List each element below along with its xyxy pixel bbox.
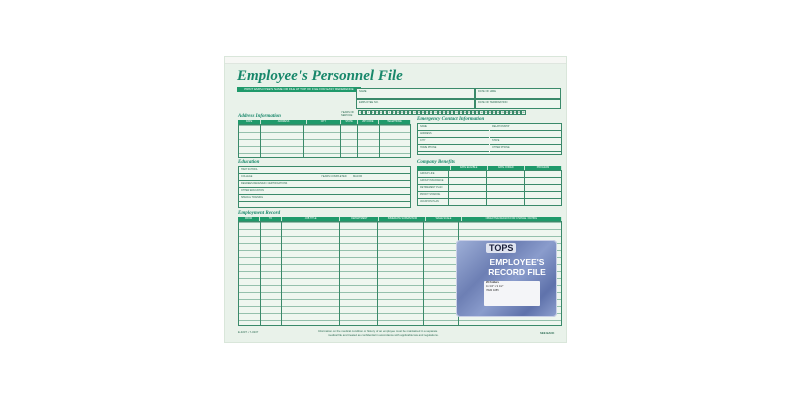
year-box[interactable]: 12 — [405, 112, 408, 114]
year-box[interactable]: 19 — [434, 112, 437, 114]
year-box[interactable]: 35 — [501, 112, 504, 114]
year-box[interactable]: 29 — [476, 112, 479, 114]
year-box[interactable]: 5 — [376, 112, 378, 114]
year-box[interactable]: 13 — [409, 112, 412, 114]
benefits-table[interactable] — [417, 170, 562, 206]
year-box[interactable]: 25 — [459, 112, 462, 114]
year-box[interactable]: 38 — [513, 112, 517, 114]
employment-col-to: TO — [260, 217, 282, 221]
product-details: 20 Folders 11 3/4" x 9 1/2" ITEM 3285 — [484, 281, 540, 306]
year-box[interactable]: 15 — [417, 112, 421, 114]
form-title: Employee's Personnel File — [237, 68, 403, 84]
education-special-training-label: SPECIAL TRAINING — [239, 195, 410, 202]
instruction-bar: PRINT EMPLOYEE'S NAME OR FILE AT TOP OF FILE FOR EASY REFERENCE — [237, 87, 361, 92]
address-table[interactable] — [238, 124, 411, 158]
form-code: E-3237 • 7-3237 — [238, 330, 259, 334]
date-of-termination-field[interactable]: DATE OF TERMINATION — [475, 99, 561, 109]
education-major-label: MAJOR — [353, 175, 363, 178]
year-box[interactable]: 3 — [367, 112, 370, 114]
employment-col-department: DEPARTMENT — [340, 217, 379, 221]
employment-col-job-title: JOB TITLE — [282, 217, 340, 221]
year-box[interactable]: 4 — [372, 112, 374, 114]
benefit-row: GROUP INSURANCE — [418, 178, 561, 185]
year-box[interactable]: 32 — [488, 112, 492, 114]
year-box[interactable]: 27 — [467, 112, 471, 114]
year-box[interactable]: 22 — [446, 112, 450, 114]
education-high-school-label: HIGH SCHOOL — [239, 167, 410, 174]
education-college-label: COLLEGE — [239, 174, 410, 181]
address-col-address: ADDRESS — [261, 120, 307, 124]
medical-notice-line2: medical file and treated as confidential in accordance with applicable law and regulations. — [328, 333, 439, 337]
emergency-city-label: CITY — [418, 138, 489, 145]
year-box[interactable]: 36 — [505, 112, 508, 114]
education-other-label: OTHER EDUCATION — [239, 188, 410, 195]
employee-no-field[interactable]: EMPLOYEE NO. — [356, 99, 475, 109]
employment-col-reason: OBJECTIVE REASON FOR CHANGE / RATING — [462, 217, 562, 221]
year-box[interactable]: 18 — [430, 112, 433, 114]
see-back-label: SEE BACK — [540, 331, 555, 335]
year-box[interactable]: 24 — [455, 112, 458, 114]
employment-section-title: Employment Record — [238, 211, 281, 216]
year-box[interactable]: 1 — [359, 112, 361, 114]
benefit-row: VACATION PLAN — [418, 199, 561, 206]
year-box[interactable]: 8 — [388, 112, 391, 114]
address-col-city: CITY — [307, 120, 341, 124]
year-box[interactable]: 37 — [509, 112, 513, 114]
address-section-title: Address Information — [238, 114, 281, 119]
benefits-col-program: PROGRAM — [525, 166, 562, 170]
emergency-name-label: NAME — [418, 124, 489, 131]
name-field[interactable]: NAME — [356, 88, 475, 99]
emergency-other-phone-label: OTHER PHONE — [490, 145, 561, 152]
year-box[interactable]: 9 — [392, 112, 395, 114]
years-of-service-boxes — [358, 110, 526, 115]
education-years-completed-label: YEARS COMPLETED — [321, 175, 347, 178]
education-box[interactable] — [238, 166, 411, 208]
year-box[interactable]: 28 — [472, 112, 475, 114]
year-box[interactable]: 23 — [451, 112, 454, 114]
employment-col-supervisor: IMMEDIATE SUPERVISOR — [379, 217, 426, 221]
education-section-title: Education — [238, 160, 260, 165]
year-box[interactable]: 7 — [384, 112, 386, 114]
year-box[interactable]: 14 — [413, 112, 416, 114]
date-of-hire-field[interactable]: DATE OF HIRE — [475, 88, 561, 99]
year-box[interactable]: 6 — [380, 112, 382, 114]
year-box[interactable]: 16 — [421, 112, 425, 114]
year-box[interactable]: 17 — [426, 112, 429, 114]
employment-col-wage: WAGE SCALE — [426, 217, 461, 221]
benefit-row: RETIREMENT PLAN — [418, 185, 561, 192]
emergency-section-title: Emergency Contact Information — [417, 117, 485, 122]
address-col-date: DATE — [238, 120, 261, 124]
emergency-address-label: ADDRESS — [418, 131, 489, 138]
benefits-col-date-eligible: DATE ELIGIBLE — [451, 166, 488, 170]
year-box[interactable]: 30 — [480, 112, 483, 114]
year-box[interactable]: 21 — [442, 112, 446, 114]
benefits-section-title: Company Benefits — [417, 160, 455, 165]
year-box[interactable]: 20 — [438, 112, 441, 114]
benefit-row: GROUP LIFE — [418, 171, 561, 178]
year-box[interactable]: 33 — [493, 112, 496, 114]
year-box[interactable]: 34 — [497, 112, 500, 114]
emergency-contact-box[interactable] — [417, 123, 562, 155]
tops-brand-logo: TOPS — [486, 243, 516, 253]
employment-col-from: FROM — [238, 217, 260, 221]
benefit-row: PROFIT SHARING — [418, 192, 561, 199]
folder-tab — [225, 57, 566, 64]
address-col-telephone: TELEPHONE — [379, 120, 411, 124]
address-col-state: STATE — [341, 120, 358, 124]
emergency-home-phone-label: HOME PHONE — [418, 145, 489, 152]
year-box[interactable]: 39 — [518, 112, 521, 114]
years-of-service-label: YEARS OF SERVICE — [341, 111, 355, 117]
year-box[interactable]: 31 — [484, 112, 488, 114]
product-title: EMPLOYEE'S RECORD FILE — [488, 257, 546, 277]
year-box[interactable]: 40 — [522, 112, 525, 114]
benefits-col-date-joined: DATE JOINED — [488, 166, 525, 170]
emergency-state-label: STATE — [490, 138, 561, 145]
year-box[interactable]: 2 — [363, 112, 365, 114]
year-box[interactable]: 10 — [396, 112, 400, 114]
year-box[interactable]: 11 — [400, 112, 404, 114]
product-label — [456, 240, 557, 317]
emergency-relationship-label: RELATIONSHIP — [490, 124, 561, 131]
address-col-zip: ZIP CODE — [358, 120, 379, 124]
education-degrees-label: DEGREES RECEIVED / CERTIFICATIONS — [239, 181, 410, 188]
medical-notice-line1: Information on the medical condition or history of an employee must be maintained in a separate — [318, 329, 438, 333]
year-box[interactable]: 26 — [463, 112, 467, 114]
